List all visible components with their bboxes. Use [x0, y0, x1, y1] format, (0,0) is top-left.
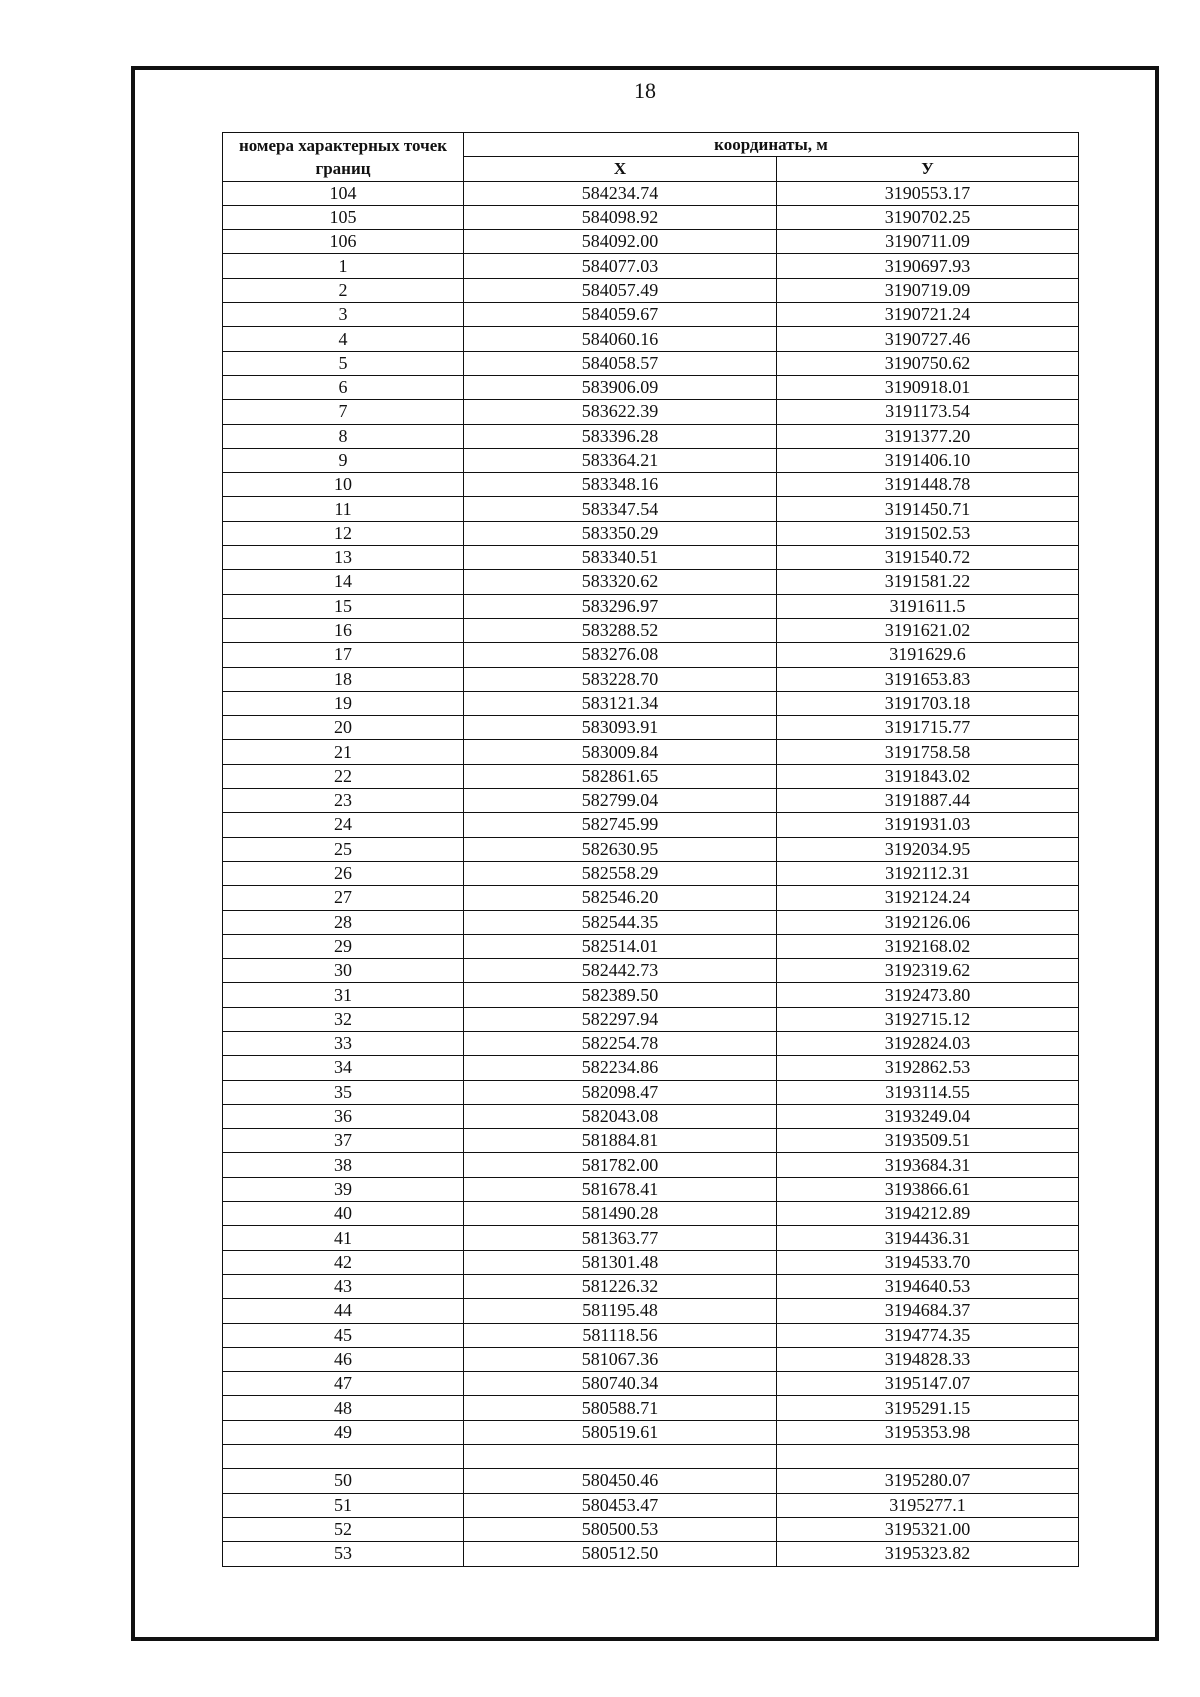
y-coordinate-cell: 3191621.02 [777, 618, 1079, 642]
y-coordinate-cell: 3195353.98 [777, 1420, 1079, 1444]
point-number-cell: 9 [223, 448, 464, 472]
y-coordinate-cell: 3192124.24 [777, 886, 1079, 910]
y-coordinate-cell: 3190727.46 [777, 327, 1079, 351]
point-number-cell: 26 [223, 861, 464, 885]
point-number-cell: 37 [223, 1129, 464, 1153]
table-row [223, 1299, 1079, 1323]
y-coordinate-cell: 3190711.09 [777, 230, 1079, 254]
y-coordinate-cell: 3193509.51 [777, 1129, 1079, 1153]
point-number-cell: 28 [223, 910, 464, 934]
table-row [223, 1469, 1079, 1493]
y-coordinate-cell: 3192862.53 [777, 1056, 1079, 1080]
point-number-cell: 33 [223, 1031, 464, 1055]
table-row [223, 764, 1079, 788]
x-coordinate-cell: 583228.70 [464, 667, 777, 691]
table-row [223, 497, 1079, 521]
table-row [223, 1274, 1079, 1298]
table-row [223, 910, 1079, 934]
point-number-cell: 32 [223, 1007, 464, 1031]
point-number-cell: 35 [223, 1080, 464, 1104]
point-number-cell: 16 [223, 618, 464, 642]
x-coordinate-cell: 584077.03 [464, 254, 777, 278]
y-coordinate-cell: 3191629.6 [777, 643, 1079, 667]
y-coordinate-cell: 3192824.03 [777, 1031, 1079, 1055]
table-row [223, 473, 1079, 497]
table-row [223, 230, 1079, 254]
y-coordinate-cell [777, 1445, 1079, 1469]
table-row [223, 813, 1079, 837]
table-row [223, 837, 1079, 861]
x-coordinate-cell: 582546.20 [464, 886, 777, 910]
table-row [223, 1542, 1079, 1566]
table-row [223, 1372, 1079, 1396]
table-row [223, 1420, 1079, 1444]
y-coordinate-cell: 3192319.62 [777, 959, 1079, 983]
x-coordinate-cell: 583276.08 [464, 643, 777, 667]
y-coordinate-cell: 3191450.71 [777, 497, 1079, 521]
y-coordinate-cell: 3194533.70 [777, 1250, 1079, 1274]
coordinates-table [222, 132, 1079, 1567]
x-coordinate-cell: 581195.48 [464, 1299, 777, 1323]
point-number-cell: 8 [223, 424, 464, 448]
x-coordinate-cell: 584059.67 [464, 303, 777, 327]
x-coordinate-cell: 582297.94 [464, 1007, 777, 1031]
point-number-cell: 45 [223, 1323, 464, 1347]
x-coordinate-cell: 583093.91 [464, 716, 777, 740]
x-coordinate-cell: 583347.54 [464, 497, 777, 521]
x-coordinate-cell: 583364.21 [464, 448, 777, 472]
y-coordinate-cell: 3195147.07 [777, 1372, 1079, 1396]
table-row [223, 740, 1079, 764]
x-coordinate-cell: 584058.57 [464, 351, 777, 375]
y-coordinate-cell: 3192473.80 [777, 983, 1079, 1007]
y-coordinate-cell: 3193249.04 [777, 1104, 1079, 1128]
x-coordinate-cell: 581226.32 [464, 1274, 777, 1298]
y-coordinate-cell: 3192034.95 [777, 837, 1079, 861]
table-body [223, 181, 1079, 1566]
header-coordinates: координаты, м [464, 133, 1079, 157]
table-row [223, 327, 1079, 351]
y-coordinate-cell: 3192126.06 [777, 910, 1079, 934]
x-coordinate-cell: 582558.29 [464, 861, 777, 885]
table-row [223, 1056, 1079, 1080]
x-coordinate-cell: 584234.74 [464, 181, 777, 205]
y-coordinate-cell: 3190750.62 [777, 351, 1079, 375]
x-coordinate-cell: 583396.28 [464, 424, 777, 448]
table-row [223, 1323, 1079, 1347]
y-coordinate-cell: 3191448.78 [777, 473, 1079, 497]
table-row [223, 1226, 1079, 1250]
y-coordinate-cell: 3191406.10 [777, 448, 1079, 472]
table-row [223, 691, 1079, 715]
x-coordinate-cell: 583348.16 [464, 473, 777, 497]
table-row [223, 546, 1079, 570]
table-row [223, 303, 1079, 327]
x-coordinate-cell: 581067.36 [464, 1347, 777, 1371]
point-number-cell: 23 [223, 789, 464, 813]
table-row [223, 716, 1079, 740]
header-x: Х [464, 157, 777, 181]
table-row [223, 1347, 1079, 1371]
table-row [223, 643, 1079, 667]
x-coordinate-cell: 580450.46 [464, 1469, 777, 1493]
x-coordinate-cell: 582234.86 [464, 1056, 777, 1080]
table-row [223, 1396, 1079, 1420]
point-number-cell: 20 [223, 716, 464, 740]
y-coordinate-cell: 3194684.37 [777, 1299, 1079, 1323]
x-coordinate-cell: 583009.84 [464, 740, 777, 764]
y-coordinate-cell: 3191611.5 [777, 594, 1079, 618]
table-row [223, 400, 1079, 424]
table-row [223, 886, 1079, 910]
point-number-cell: 17 [223, 643, 464, 667]
table-row [223, 1177, 1079, 1201]
point-number-cell: 38 [223, 1153, 464, 1177]
y-coordinate-cell: 3192168.02 [777, 934, 1079, 958]
x-coordinate-cell: 583906.09 [464, 375, 777, 399]
point-number-cell: 4 [223, 327, 464, 351]
point-number-cell: 42 [223, 1250, 464, 1274]
x-coordinate-cell: 580519.61 [464, 1420, 777, 1444]
point-number-cell: 14 [223, 570, 464, 594]
header-points: номера характерных точек границ [223, 133, 464, 182]
point-number-cell: 27 [223, 886, 464, 910]
x-coordinate-cell: 581678.41 [464, 1177, 777, 1201]
x-coordinate-cell: 582630.95 [464, 837, 777, 861]
x-coordinate-cell: 580512.50 [464, 1542, 777, 1566]
point-number-cell: 48 [223, 1396, 464, 1420]
y-coordinate-cell: 3191887.44 [777, 789, 1079, 813]
y-coordinate-cell: 3193684.31 [777, 1153, 1079, 1177]
point-number-cell: 50 [223, 1469, 464, 1493]
table-row [223, 570, 1079, 594]
point-number-cell: 36 [223, 1104, 464, 1128]
point-number-cell: 18 [223, 667, 464, 691]
y-coordinate-cell: 3194774.35 [777, 1323, 1079, 1347]
table-row [223, 789, 1079, 813]
table-row [223, 181, 1079, 205]
y-coordinate-cell: 3191715.77 [777, 716, 1079, 740]
table-row [223, 1445, 1079, 1469]
x-coordinate-cell: 583320.62 [464, 570, 777, 594]
x-coordinate-cell: 581884.81 [464, 1129, 777, 1153]
y-coordinate-cell: 3192112.31 [777, 861, 1079, 885]
x-coordinate-cell: 580740.34 [464, 1372, 777, 1396]
x-coordinate-cell: 582514.01 [464, 934, 777, 958]
point-number-cell: 29 [223, 934, 464, 958]
point-number-cell: 12 [223, 521, 464, 545]
table-header-row [223, 133, 1079, 157]
point-number-cell: 2 [223, 278, 464, 302]
point-number-cell: 3 [223, 303, 464, 327]
x-coordinate-cell: 582098.47 [464, 1080, 777, 1104]
table-row [223, 1250, 1079, 1274]
y-coordinate-cell: 3191758.58 [777, 740, 1079, 764]
point-number-cell: 39 [223, 1177, 464, 1201]
y-coordinate-cell: 3194212.89 [777, 1202, 1079, 1226]
y-coordinate-cell: 3190719.09 [777, 278, 1079, 302]
point-number-cell: 106 [223, 230, 464, 254]
x-coordinate-cell: 582389.50 [464, 983, 777, 1007]
x-coordinate-cell: 583296.97 [464, 594, 777, 618]
point-number-cell: 51 [223, 1493, 464, 1517]
point-number-cell: 34 [223, 1056, 464, 1080]
y-coordinate-cell: 3195323.82 [777, 1542, 1079, 1566]
header-y: У [777, 157, 1079, 181]
x-coordinate-cell: 580453.47 [464, 1493, 777, 1517]
x-coordinate-cell: 583350.29 [464, 521, 777, 545]
table-row [223, 861, 1079, 885]
table-row [223, 1031, 1079, 1055]
y-coordinate-cell: 3190702.25 [777, 205, 1079, 229]
x-coordinate-cell: 584092.00 [464, 230, 777, 254]
y-coordinate-cell: 3190918.01 [777, 375, 1079, 399]
point-number-cell: 53 [223, 1542, 464, 1566]
x-coordinate-cell: 580588.71 [464, 1396, 777, 1420]
point-number-cell: 52 [223, 1517, 464, 1541]
point-number-cell: 40 [223, 1202, 464, 1226]
y-coordinate-cell: 3190721.24 [777, 303, 1079, 327]
x-coordinate-cell: 581490.28 [464, 1202, 777, 1226]
point-number-cell: 43 [223, 1274, 464, 1298]
page-number: 18 [634, 78, 656, 103]
x-coordinate-cell: 582254.78 [464, 1031, 777, 1055]
y-coordinate-cell: 3191843.02 [777, 764, 1079, 788]
point-number-cell: 15 [223, 594, 464, 618]
table-row [223, 1517, 1079, 1541]
table-row [223, 1007, 1079, 1031]
y-coordinate-cell: 3191377.20 [777, 424, 1079, 448]
x-coordinate-cell: 583121.34 [464, 691, 777, 715]
point-number-cell: 6 [223, 375, 464, 399]
point-number-cell: 10 [223, 473, 464, 497]
table-row [223, 1104, 1079, 1128]
y-coordinate-cell: 3194640.53 [777, 1274, 1079, 1298]
point-number-cell: 31 [223, 983, 464, 1007]
point-number-cell: 46 [223, 1347, 464, 1371]
table-row [223, 934, 1079, 958]
page-frame [131, 66, 1159, 1641]
x-coordinate-cell: 582861.65 [464, 764, 777, 788]
y-coordinate-cell: 3193114.55 [777, 1080, 1079, 1104]
y-coordinate-cell: 3194828.33 [777, 1347, 1079, 1371]
x-coordinate-cell: 581118.56 [464, 1323, 777, 1347]
point-number-cell: 25 [223, 837, 464, 861]
y-coordinate-cell: 3193866.61 [777, 1177, 1079, 1201]
table-row [223, 1153, 1079, 1177]
table-row [223, 1493, 1079, 1517]
x-coordinate-cell [464, 1445, 777, 1469]
y-coordinate-cell: 3191703.18 [777, 691, 1079, 715]
y-coordinate-cell: 3191502.53 [777, 521, 1079, 545]
table-row [223, 1080, 1079, 1104]
table-row [223, 667, 1079, 691]
table-row [223, 618, 1079, 642]
x-coordinate-cell: 584057.49 [464, 278, 777, 302]
y-coordinate-cell: 3190553.17 [777, 181, 1079, 205]
table-row [223, 1202, 1079, 1226]
table-row [223, 594, 1079, 618]
y-coordinate-cell: 3194436.31 [777, 1226, 1079, 1250]
y-coordinate-cell: 3191931.03 [777, 813, 1079, 837]
point-number-cell: 44 [223, 1299, 464, 1323]
y-coordinate-cell: 3191173.54 [777, 400, 1079, 424]
table-row [223, 254, 1079, 278]
x-coordinate-cell: 584060.16 [464, 327, 777, 351]
x-coordinate-cell: 584098.92 [464, 205, 777, 229]
point-number-cell: 49 [223, 1420, 464, 1444]
y-coordinate-cell: 3190697.93 [777, 254, 1079, 278]
y-coordinate-cell: 3195280.07 [777, 1469, 1079, 1493]
x-coordinate-cell: 583340.51 [464, 546, 777, 570]
point-number-cell: 5 [223, 351, 464, 375]
point-number-cell: 19 [223, 691, 464, 715]
point-number-cell: 22 [223, 764, 464, 788]
point-number-cell: 24 [223, 813, 464, 837]
table-row [223, 205, 1079, 229]
point-number-cell: 13 [223, 546, 464, 570]
y-coordinate-cell: 3195277.1 [777, 1493, 1079, 1517]
x-coordinate-cell: 582442.73 [464, 959, 777, 983]
table-row [223, 983, 1079, 1007]
point-number-cell: 105 [223, 205, 464, 229]
x-coordinate-cell: 581782.00 [464, 1153, 777, 1177]
point-number-cell: 30 [223, 959, 464, 983]
table-row [223, 1129, 1079, 1153]
y-coordinate-cell: 3191653.83 [777, 667, 1079, 691]
point-number-cell: 7 [223, 400, 464, 424]
x-coordinate-cell: 582544.35 [464, 910, 777, 934]
point-number-cell: 1 [223, 254, 464, 278]
x-coordinate-cell: 583288.52 [464, 618, 777, 642]
table-row [223, 959, 1079, 983]
point-number-cell: 41 [223, 1226, 464, 1250]
x-coordinate-cell: 583622.39 [464, 400, 777, 424]
x-coordinate-cell: 582745.99 [464, 813, 777, 837]
x-coordinate-cell: 582043.08 [464, 1104, 777, 1128]
point-number-cell: 104 [223, 181, 464, 205]
y-coordinate-cell: 3195291.15 [777, 1396, 1079, 1420]
table-row [223, 424, 1079, 448]
y-coordinate-cell: 3191540.72 [777, 546, 1079, 570]
table-row [223, 375, 1079, 399]
x-coordinate-cell: 582799.04 [464, 789, 777, 813]
table-row [223, 351, 1079, 375]
point-number-cell: 47 [223, 1372, 464, 1396]
y-coordinate-cell: 3191581.22 [777, 570, 1079, 594]
table-row [223, 278, 1079, 302]
y-coordinate-cell: 3195321.00 [777, 1517, 1079, 1541]
point-number-cell: 21 [223, 740, 464, 764]
table-row [223, 448, 1079, 472]
point-number-cell: 11 [223, 497, 464, 521]
table-row [223, 521, 1079, 545]
y-coordinate-cell: 3192715.12 [777, 1007, 1079, 1031]
x-coordinate-cell: 581301.48 [464, 1250, 777, 1274]
point-number-cell [223, 1445, 464, 1469]
x-coordinate-cell: 580500.53 [464, 1517, 777, 1541]
x-coordinate-cell: 581363.77 [464, 1226, 777, 1250]
